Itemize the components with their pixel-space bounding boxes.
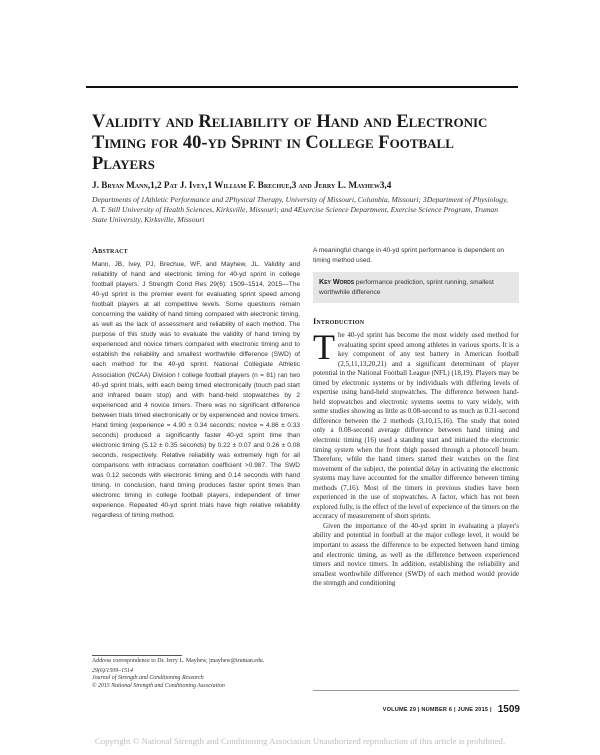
journal-name: Journal of Strength and Conditioning Research [92,675,204,682]
introduction-paragraph-1 [313,327,519,522]
keywords-heading: Key Words [319,277,355,286]
top-rule [86,86,518,88]
footnote-rule [92,655,182,656]
abstract-continuation: A meaningful change in 40-yd sprint performance is dependent on timing method used. [313,247,505,264]
keywords-text: performance prediction, sprint running, smallest worthwhile difference [319,279,494,296]
page-number: 1509 [497,704,520,716]
introduction-heading: Introduction [313,317,365,326]
citation-note: 29(6)/1509–1514 [92,667,133,674]
copyright-note: © 2015 National Strength and Conditioning Association [92,682,225,689]
page-footer [360,701,520,719]
abstract-text: Mann, JB, Ivey, PJ, Brechue, WF, and Mayhew, JL. Validity and reliability of hand and electronic timing for 40-yd sprint in college football players. J Strength Cond Res 29(6): 1509–1514, 2015—The 40-yd sprint is the premier event for evaluating sprint speed among football players at all competitive levels. Some questions remain concerning the validity of hand timing compared with electronic timing, as well as the lack of assessment and reliability of each method. The purpose of this study was to evaluate the validity of hand timing by experienced and novice timers compared with electronic timing and to establish the reliability and smallest worthwhile difference (SWD) of each method for the 40-yd sprint. National Collegiate Athletic Association (NCAA) Division I college football players (n = 81) ran two 40-yd sprint trials, with each being timed electronically (touch pad start and infrared beam stop) and with hand-held stopwatches by 2 experienced and 4 novice timers. There was no significant difference between trials timed electronically or by experienced and novice timers. Hand timing (experience = 4.90 ± 0.34 seconds; novice = 4.86 ± 0.33 seconds) produced a significantly faster 40-yd sprint time than electronic timing (5.12 ± 0.35 seconds) by 0.22 ± 0.07 and 0.26 ± 0.08 seconds, respectively. Relative reliability was extremely high for all comparisons with intraclass correlation coefficient >0.987. The SWD was 0.12 seconds with electronic timing and 0.14 seconds with hand timing. In conclusion, hand timing produces faster sprint times than electronic timing in college football players, independent of timer experience. Repeated 40-yd sprint trials have high relative reliability regardless of timing method. [92,261,300,520]
right-column [313,246,519,589]
abstract-heading: Abstract [92,246,128,255]
introduction-paragraph-1-text: he 40-yd sprint has become the most widely used method for evaluating sprint speed among athletes in various sports. It is a key component of any test battery in American football (2,5,11,13,20,21) and a significant determinant of player potential in the National Football League (NFL) (18,19). Players may be timed by electronic systems or by individuals with differing levels of expertise using hand-held stopwatches. The difference between hand-held stopwatches and electronic systems seems to vary widely, with some studies showing as little as 0.08-second to as much as 0.31-second difference between the 2 methods (3,10,15,16). The study that noted only a 0.08-second average difference between hand timing and electronic timing (16) used a standing start and initiated the electronic timing system when the front thigh passed through a photocell beam. Therefore, while the hand timers started their watches on the first movement of the subject, the potential delay in activating the electronic systems may have accounted for the smaller difference between timing methods (7,16). Most of the timers in previous studies have been experienced in the use of stopwatches. A factor, which has not been explored fully, is the effect of the level of experience of the timers on the accuracy of measurement of short sprints. [313,331,519,521]
footer-rule [313,690,519,691]
drop-cap: T [313,327,335,367]
left-column [92,246,300,521]
correspondence-note: Address correspondence to Dr. Jerry L. Mayhew, jmayhew@truman.edu. [92,658,265,664]
article-title: Validity and Reliability of Hand and Electronic Timing for 40-yd Sprint in College Football Players [92,112,488,174]
issue-info: VOLUME 29 | NUMBER 6 | JUNE 2015 | [382,706,492,713]
keywords-box [313,272,519,303]
copyright-watermark: Copyright © National Strength and Conditioning Association Unauthorized reproduction of this article is prohibited. [94,736,506,746]
author-affiliations: Departments of 1Athletic Performance and 2Physical Therapy, University of Missouri, Columbia, Missouri; 3Department of Physiology, A. T. Still University of Health Sciences, Kirksville, Missouri; and 4Exercise Science Department, Exercise Science Program, Truman State University, Kirksville, Missouri [92,195,508,225]
footnotes [92,658,302,690]
introduction-paragraph-2: Given the importance of the 40-yd sprint in evaluating a player's ability and potential in football at the major college level, it would be important to assess the difference to be expected between hand timing and electronic timing, as well as the difference between experienced timers and novice timers. In addition, establishing the reliability and smallest worthwhile difference (SWD) of each method would provide the strength and conditioning [313,521,519,588]
author-list: J. Bryan Mann,1,2 Pat J. Ivey,1 William F. Brechue,3 and Jerry L. Mayhew3,4 [92,180,392,190]
